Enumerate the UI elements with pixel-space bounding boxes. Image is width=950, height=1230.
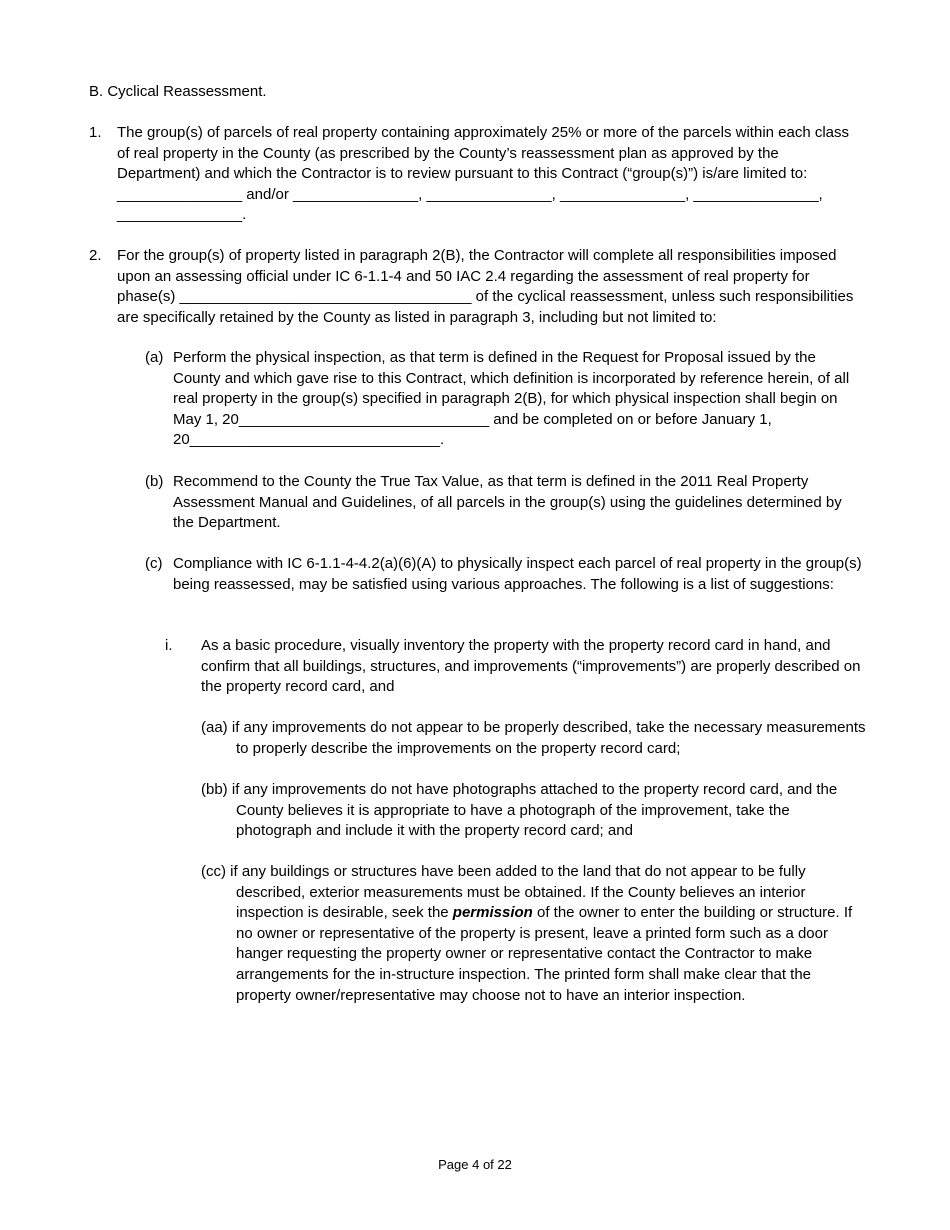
item-number: 2. xyxy=(89,247,102,264)
clause-text: if any improvements do not appear to be properly described, take the necessary measurements to properly describe the improvements on the property record card; xyxy=(231,719,866,757)
sub-item-text: Recommend to the County the True Tax Value, as that term is defined in the 2011 Real Property Assessment Manual and Guidelines, of all parcels in the group(s) using the guidelines determined by the Department. xyxy=(173,473,842,532)
sub-item-label: (a) xyxy=(145,349,164,366)
clause-label: (aa) xyxy=(201,719,228,736)
item-text: The group(s) of parcels of real property containing approximately 25% or more of the parcels within each class of real property in the County (as prescribed by the County’s reassessment plan as approved by the Department) and which the Contractor is to review pursuant to this Contract (“group(s)”) is/are limited to: _______________ and/or _______________, _______________, _______________, _______________, _______________. xyxy=(117,124,850,224)
roman-text: As a basic procedure, visually inventory the property with the property record card in hand, and confirm that all buildings, structures, and improvements (“improvements”) are properly described on the property record card, and xyxy=(201,637,861,696)
sub-item-text: Compliance with IC 6-1.1-4-4.2(a)(6)(A) to physically inspect each parcel of real property in the group(s) being reassessed, may be satisfied using various approaches. The following is a list of suggestions: xyxy=(173,555,862,593)
page-footer: Page 4 of 22 xyxy=(438,1157,512,1172)
clause-label: (cc) xyxy=(201,863,226,880)
section-heading: B. Cyclical Reassessment. xyxy=(89,83,267,100)
clause-cc xyxy=(201,862,866,1006)
sub-item-label: (b) xyxy=(145,473,164,490)
clause-aa xyxy=(201,718,866,759)
clause-text-before: if any buildings or structures have been added to the land that do not appear to be fully described, exterior measurements must be obtained. If the County believes an interior inspection is desirable, seek the xyxy=(230,863,806,922)
roman-label: i. xyxy=(165,637,173,654)
sub-item-label: (c) xyxy=(145,555,163,572)
item-number: 1. xyxy=(89,124,102,141)
sub-item-text: Perform the physical inspection, as that term is defined in the Request for Proposal issued by the County and which gave rise to this Contract, which definition is incorporated by reference herein, of all real property in the group(s) specified in paragraph 2(B), for which physical inspection shall begin on May 1, 20______________________________ and be completed on or before January 1, 20______________________________. xyxy=(173,349,850,449)
clause-label: (bb) xyxy=(201,781,228,798)
clause-text: if any improvements do not have photographs attached to the property record card, and the County believes it is appropriate to have a photograph of the improvement, take the photograph and include it with the property record card; and xyxy=(231,781,838,840)
clause-bb xyxy=(201,780,866,842)
item-text: For the group(s) of property listed in paragraph 2(B), the Contractor will complete all responsibilities imposed upon an assessing official under IC 6-1.1-4 and 50 IAC 2.4 regarding the assessment of real property for phase(s) ___________________________________ of the cyclical reassessment, unless such responsibilities are specifically retained by the County as listed in paragraph 3, including but not limited to: xyxy=(117,247,854,326)
emphasis-permission: permission xyxy=(452,904,533,922)
clause-text-after: of the owner to enter the building or structure. If no owner or representative of the property is present, leave a printed form such as a door hanger requesting the property owner or representative contact the Contractor to make arrangements for the in-structure inspection. The printed form shall make clear that the property owner/representative may choose not to have an interior inspection. xyxy=(236,904,853,1004)
